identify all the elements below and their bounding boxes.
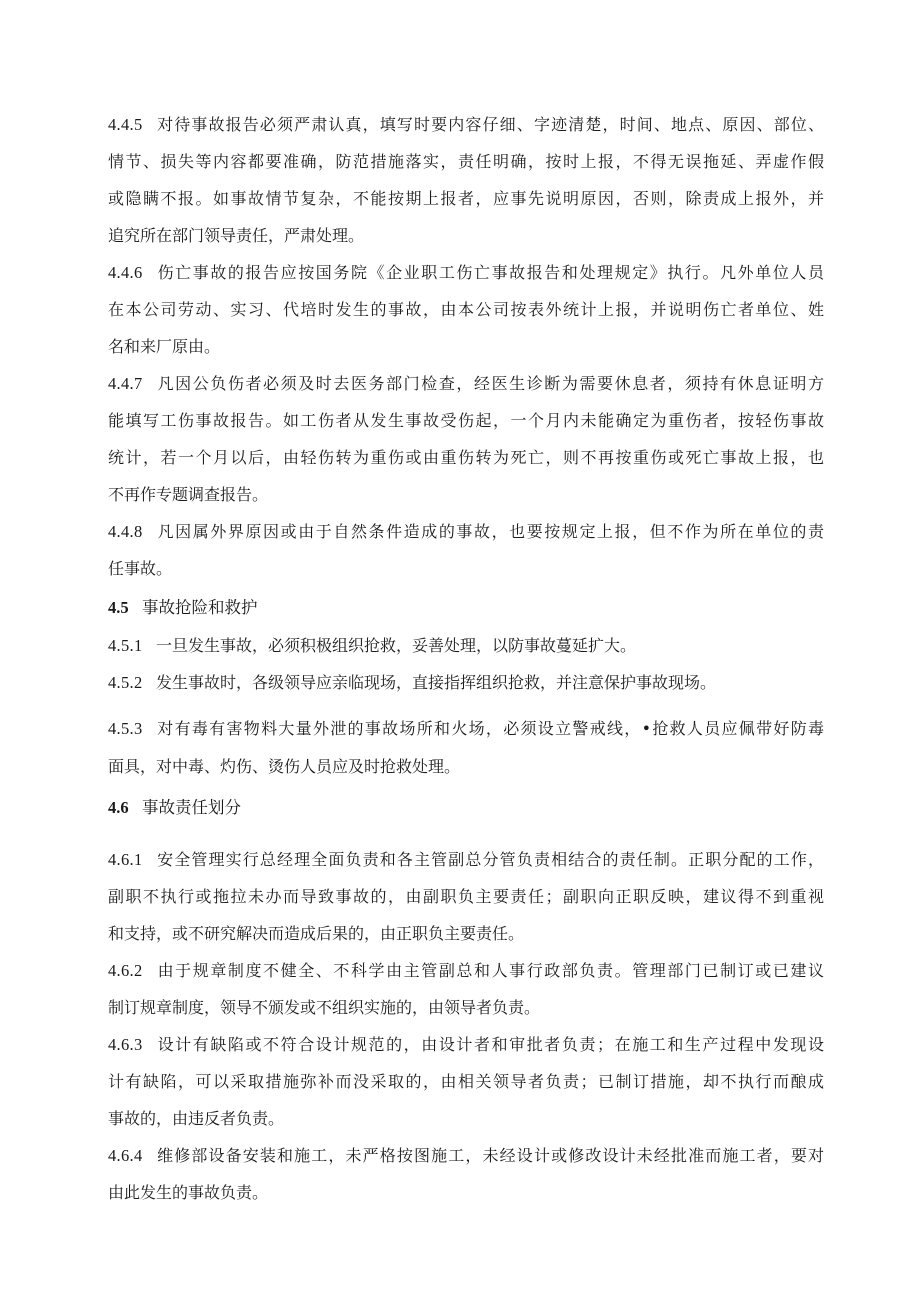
clause-number: 4.6.1 [108, 850, 143, 869]
paragraph-4-4-7-line-1 [108, 373, 824, 395]
clause-text: 发生事故时，各级领导应亲临现场，直接指挥组织抢救，并注意保护事故现场。 [156, 673, 717, 692]
clause-text: 凡因属外界原因或由于自然条件造成的事故，也要按规定上报，但不作为所在单位的责 [156, 522, 824, 541]
paragraph-4-4-7-line-2: 能填写工伤事故报告。如工伤者从发生事故受伤起，一个月内未能确定为重伤者，按轻伤事故 [108, 411, 824, 430]
clause-text: 维修部设备安装和施工，未严格按图施工，未经设计或修改设计未经批准而施工者，要对 [156, 1146, 824, 1165]
paragraph-4-4-6-line-2: 在本公司劳动、实习、代培时发生的事故，由本公司按表外统计上报，并说明伤亡者单位、姓 [108, 300, 824, 319]
section-title: 事故抢险和救护 [142, 598, 258, 617]
clause-text: 设计有缺陷或不符合设计规范的，由设计者和审批者负责；在施工和生产过程中发现设 [156, 1035, 824, 1054]
clause-number: 4.4.5 [108, 115, 143, 134]
section-heading-4-6 [108, 797, 824, 819]
paragraph-4-5-2-line-1 [108, 672, 824, 694]
clause-text: 对有毒有害物料大量外泄的事故场所和火场，必须设立警戒线，•抢救人员应佩带好防毒 [156, 719, 824, 738]
paragraph-4-6-3-line-1 [108, 1034, 824, 1056]
clause-number: 4.6.2 [108, 961, 143, 980]
paragraph-4-6-1-line-1 [108, 849, 824, 871]
paragraph-4-4-5-line-3: 或隐瞒不报。如事故情节复杂，不能按期上报者，应事先说明原因，否则，除责成上报外，并 [108, 189, 824, 208]
clause-number: 4.5.3 [108, 719, 143, 738]
paragraph-4-4-6-line-1 [108, 262, 824, 284]
paragraph-4-4-8-line-1 [108, 521, 824, 543]
paragraph-4-4-7-line-4: 不再作专题调查报告。 [108, 485, 269, 504]
paragraph-4-6-1-line-2: 副职不执行或拖拉未办而导致事故的，由副职负主要责任；副职向正职反映，建议得不到重视 [108, 887, 824, 906]
paragraph-4-5-1-line-1 [108, 635, 824, 657]
clause-number: 4.5.1 [108, 636, 143, 655]
paragraph-4-4-5-line-1 [108, 114, 824, 136]
paragraph-4-6-4-line-1 [108, 1145, 824, 1167]
section-number: 4.5 [108, 598, 129, 617]
paragraph-4-6-3-line-2: 计有缺陷，可以采取措施弥补而没采取的，由相关领导者负责；已制订措施，却不执行而酿成 [108, 1072, 824, 1091]
paragraph-4-6-1-line-3: 和支持，或不研究解决而造成后果的，由正职负主要责任。 [108, 924, 525, 943]
paragraph-4-5-3-line-2: 面具，对中毒、灼伤、烫伤人员应及时抢救处理。 [108, 757, 461, 776]
clause-text: 对待事故报告必须严肃认真，填写时要内容仔细、字迹清楚，时间、地点、原因、部位、 [156, 115, 824, 134]
clause-number: 4.4.8 [108, 522, 143, 541]
paragraph-4-4-6-line-3: 名和来厂原由。 [108, 337, 221, 356]
clause-number: 4.4.6 [108, 263, 143, 282]
paragraph-4-4-5-line-4: 追究所在部门领导责任，严肃处理。 [108, 226, 365, 245]
clause-text: 一旦发生事故，必须积极组织抢救，妥善处理，以防事故蔓延扩大。 [156, 636, 637, 655]
clause-number: 4.6.3 [108, 1035, 143, 1054]
paragraph-4-4-8-line-2: 任事故。 [108, 559, 173, 578]
paragraph-4-4-5-line-2: 情节、损失等内容都要准确，防范措施落实，责任明确，按时上报，不得无误拖延、弄虚作假 [108, 152, 824, 171]
clause-number: 4.4.7 [108, 374, 143, 393]
paragraph-4-6-2-line-2: 制订规章制度，领导不颁发或不组织实施的，由领导者负责。 [108, 998, 541, 1017]
paragraph-4-6-3-line-3: 事故的，由违反者负责。 [108, 1109, 285, 1128]
paragraph-4-4-7-line-3: 统计，若一个月以后，由轻伤转为重伤或由重伤转为死亡，则不再按重伤或死亡事故上报，也 [108, 448, 824, 467]
section-title: 事故责任划分 [142, 798, 241, 817]
clause-text: 由于规章制度不健全、不科学由主管副总和人事行政部负责。管理部门已制订或已建议 [156, 961, 824, 980]
section-number: 4.6 [108, 798, 129, 817]
clause-text: 凡因公负伤者必须及时去医务部门检查，经医生诊断为需要休息者，须持有休息证明方 [156, 374, 824, 393]
section-heading-4-5 [108, 597, 824, 619]
clause-number: 4.6.4 [108, 1146, 143, 1165]
clause-text: 伤亡事故的报告应按国务院《企业职工伤亡事故报告和处理规定》执行。凡外单位人员 [156, 263, 824, 282]
paragraph-4-6-4-line-2: 由此发生的事故负责。 [108, 1183, 269, 1202]
clause-text: 安全管理实行总经理全面负责和各主管副总分管负责相结合的责任制。正职分配的工作， [156, 850, 824, 869]
paragraph-4-5-3-line-1 [108, 718, 824, 740]
clause-number: 4.5.2 [108, 673, 143, 692]
paragraph-4-6-2-line-1 [108, 960, 824, 982]
